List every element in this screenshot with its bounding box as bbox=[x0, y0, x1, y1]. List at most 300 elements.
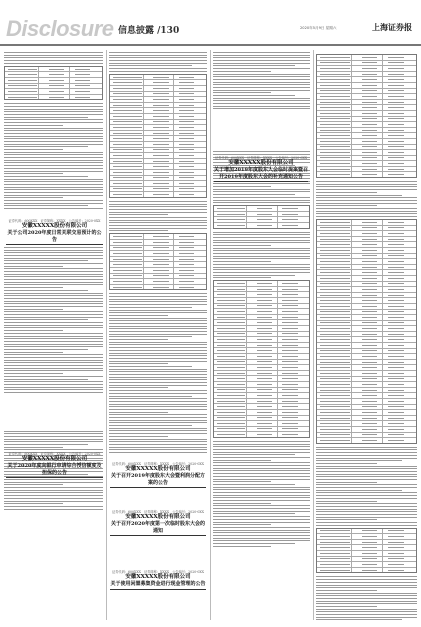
text-line bbox=[213, 57, 310, 58]
text-line bbox=[213, 106, 310, 107]
text-line bbox=[4, 293, 103, 294]
announcement-header bbox=[110, 510, 206, 537]
text-line bbox=[213, 538, 310, 539]
table-row bbox=[110, 192, 206, 197]
text-line bbox=[109, 293, 207, 294]
text-line bbox=[4, 498, 103, 499]
text-line bbox=[4, 484, 63, 485]
text-line bbox=[213, 240, 310, 241]
text-line bbox=[4, 179, 103, 180]
text-line bbox=[109, 353, 207, 354]
text-line bbox=[213, 444, 310, 445]
text-line bbox=[316, 468, 417, 469]
text-line bbox=[109, 387, 168, 388]
text-line bbox=[213, 473, 310, 474]
text-line bbox=[213, 63, 310, 64]
text-line bbox=[213, 253, 310, 254]
text-line bbox=[109, 206, 207, 207]
text-line bbox=[316, 601, 417, 602]
text-line bbox=[109, 312, 207, 313]
text-line bbox=[4, 165, 103, 166]
announcement-title: 关于召开2019年度股东大会暨利润分配方案的公告 bbox=[111, 473, 205, 486]
text-line bbox=[4, 392, 103, 393]
text-line bbox=[109, 55, 207, 56]
text-line bbox=[213, 543, 295, 544]
text-line bbox=[109, 430, 207, 431]
text-line bbox=[4, 130, 103, 131]
text-line bbox=[316, 582, 417, 583]
text-line bbox=[109, 307, 192, 308]
column-divider bbox=[210, 50, 211, 620]
text-line bbox=[213, 452, 310, 453]
text-line bbox=[213, 202, 310, 203]
text-line bbox=[109, 328, 207, 329]
text-line bbox=[4, 495, 103, 496]
text-line bbox=[213, 267, 310, 268]
text-line bbox=[4, 133, 103, 134]
text-line bbox=[213, 60, 310, 61]
text-line bbox=[109, 334, 207, 335]
text-line bbox=[109, 326, 207, 327]
text-line bbox=[213, 197, 310, 198]
data-table bbox=[213, 280, 310, 438]
text-line bbox=[213, 68, 310, 69]
text-line bbox=[213, 446, 310, 447]
announcement-company: 安徽XXXXX股份有限公司 bbox=[125, 466, 191, 472]
text-line bbox=[4, 309, 63, 310]
text-line bbox=[316, 471, 417, 472]
announcement-company: 安徽XXXXX股份有限公司 bbox=[125, 514, 191, 520]
text-line bbox=[316, 522, 417, 523]
text-line bbox=[213, 92, 271, 93]
text-line bbox=[4, 447, 63, 448]
text-line bbox=[213, 481, 271, 482]
text-line bbox=[213, 513, 295, 514]
text-line bbox=[4, 365, 103, 366]
text-line bbox=[4, 192, 103, 193]
text-line bbox=[4, 333, 103, 334]
text-line bbox=[4, 306, 103, 307]
text-line bbox=[213, 479, 310, 480]
text-line bbox=[213, 71, 271, 72]
text-line bbox=[316, 517, 417, 518]
text-line bbox=[109, 222, 207, 223]
text-line bbox=[4, 319, 88, 320]
text-line bbox=[109, 68, 207, 69]
announcement-header bbox=[110, 462, 206, 489]
text-line bbox=[213, 546, 271, 547]
text-line bbox=[109, 404, 207, 405]
text-line bbox=[4, 362, 103, 363]
announcement-company: 安徽XXXXX股份有限公司 bbox=[228, 160, 294, 166]
text-line bbox=[4, 444, 88, 445]
text-line bbox=[109, 422, 207, 423]
text-line bbox=[4, 200, 103, 201]
announcement-title: 关于公司2020年度日常关联交易预计的公告 bbox=[7, 230, 102, 243]
text-line bbox=[213, 492, 310, 493]
table-row bbox=[317, 568, 416, 573]
text-line bbox=[213, 82, 310, 83]
text-line bbox=[213, 449, 310, 450]
text-line bbox=[213, 191, 310, 192]
text-line bbox=[4, 501, 103, 502]
text-line bbox=[316, 181, 417, 182]
text-line bbox=[213, 108, 310, 109]
text-line bbox=[213, 242, 310, 243]
text-line bbox=[316, 484, 417, 485]
announcement-header bbox=[6, 452, 103, 479]
text-line bbox=[109, 409, 207, 410]
text-line bbox=[4, 349, 88, 350]
text-line bbox=[316, 511, 417, 512]
text-line bbox=[4, 247, 103, 248]
text-line bbox=[4, 338, 103, 339]
text-line bbox=[109, 414, 207, 415]
text-line bbox=[213, 508, 310, 509]
text-line bbox=[109, 393, 207, 394]
text-line bbox=[316, 479, 417, 480]
text-line bbox=[4, 176, 88, 177]
text-line bbox=[316, 200, 417, 201]
text-line bbox=[316, 617, 417, 618]
text-line bbox=[213, 151, 310, 152]
text-line bbox=[109, 212, 207, 213]
text-line bbox=[4, 146, 88, 147]
text-line bbox=[316, 213, 417, 214]
text-line bbox=[316, 476, 417, 477]
text-line bbox=[213, 272, 310, 273]
announcement-title: 关于2020年度向银行申请综合授信额度及担保的公告 bbox=[7, 463, 102, 476]
announcement-company: 安徽XXXXX股份有限公司 bbox=[125, 574, 191, 580]
text-line bbox=[109, 71, 207, 72]
text-line bbox=[109, 228, 207, 229]
masthead bbox=[0, 0, 421, 46]
text-line bbox=[316, 184, 417, 185]
text-line bbox=[4, 258, 103, 259]
text-line bbox=[4, 195, 103, 196]
text-line bbox=[213, 245, 271, 246]
text-line bbox=[109, 310, 207, 311]
text-line bbox=[213, 457, 310, 458]
text-line bbox=[109, 441, 207, 442]
text-line bbox=[316, 216, 417, 217]
section-title-en: Disclosure bbox=[6, 16, 114, 41]
text-line bbox=[109, 398, 207, 399]
text-line bbox=[316, 498, 417, 499]
text-line bbox=[109, 452, 207, 453]
text-line bbox=[4, 357, 103, 358]
text-line bbox=[4, 301, 103, 302]
text-line bbox=[213, 277, 271, 278]
text-line bbox=[213, 84, 310, 85]
text-line bbox=[213, 76, 310, 77]
text-line bbox=[4, 509, 103, 510]
table-row bbox=[317, 172, 416, 177]
text-line bbox=[213, 65, 295, 66]
text-line bbox=[109, 344, 207, 345]
text-line bbox=[109, 374, 207, 375]
data-table bbox=[316, 528, 417, 574]
text-line bbox=[109, 417, 207, 418]
text-line bbox=[4, 276, 103, 277]
table-row bbox=[110, 285, 206, 290]
text-line bbox=[4, 119, 103, 120]
text-line bbox=[109, 363, 168, 364]
announcement-meta: 证券代码：600XXX 证券简称：XXXX 公告编号：2020-0XX bbox=[8, 452, 101, 456]
text-line bbox=[4, 187, 103, 188]
text-line bbox=[109, 449, 207, 450]
table-row bbox=[214, 432, 309, 437]
text-line bbox=[316, 590, 377, 591]
text-line bbox=[109, 339, 168, 340]
text-line bbox=[4, 311, 103, 312]
text-line bbox=[213, 465, 310, 466]
text-line bbox=[316, 598, 417, 599]
text-line bbox=[213, 186, 271, 187]
text-line bbox=[213, 497, 310, 498]
text-line bbox=[109, 350, 207, 351]
text-line bbox=[109, 444, 207, 445]
text-line bbox=[4, 336, 103, 337]
column-divider bbox=[106, 50, 107, 620]
text-line bbox=[316, 208, 417, 209]
text-line bbox=[4, 389, 103, 390]
text-line bbox=[4, 431, 103, 432]
announcement-meta: 证券代码：600XXX 证券简称：XXXX 公告编号：2020-0XX bbox=[112, 570, 204, 574]
text-line bbox=[213, 74, 310, 75]
text-line bbox=[109, 396, 192, 397]
text-line bbox=[213, 261, 271, 262]
text-line bbox=[4, 189, 103, 190]
text-line bbox=[4, 128, 103, 129]
announcement-meta: 证券代码：600XXX 证券简称：XXXX 公告编号：2020-0XX bbox=[112, 510, 204, 514]
text-line bbox=[109, 204, 207, 205]
text-line bbox=[4, 379, 88, 380]
text-line bbox=[213, 95, 295, 96]
text-line bbox=[109, 439, 207, 440]
text-line bbox=[213, 487, 310, 488]
text-line bbox=[109, 420, 207, 421]
text-line bbox=[4, 479, 103, 480]
text-line bbox=[4, 157, 103, 158]
text-line bbox=[109, 331, 207, 332]
text-line bbox=[213, 500, 310, 501]
text-line bbox=[316, 576, 417, 577]
text-line bbox=[213, 441, 310, 442]
text-line bbox=[4, 327, 103, 328]
announcement-title: 关于使用闲置募集资金进行现金管理的公告 bbox=[110, 581, 206, 587]
text-line bbox=[316, 482, 377, 483]
text-line bbox=[213, 98, 310, 99]
text-line bbox=[4, 274, 103, 275]
text-line bbox=[109, 361, 207, 362]
text-line bbox=[4, 205, 88, 206]
announcement-title: 关于召开2020年度第一次临时股东大会的通知 bbox=[111, 521, 205, 534]
text-line bbox=[316, 593, 417, 594]
text-line bbox=[213, 460, 271, 461]
text-line bbox=[109, 323, 207, 324]
text-line bbox=[4, 449, 103, 450]
text-line bbox=[109, 318, 207, 319]
text-line bbox=[213, 194, 295, 195]
text-line bbox=[213, 532, 310, 533]
text-line bbox=[4, 284, 103, 285]
text-line bbox=[316, 525, 417, 526]
text-line bbox=[4, 203, 103, 204]
text-line bbox=[316, 619, 402, 620]
text-line bbox=[213, 269, 310, 270]
announcement-header bbox=[110, 570, 206, 590]
data-table bbox=[213, 205, 310, 228]
text-line bbox=[4, 263, 103, 264]
text-line bbox=[213, 519, 310, 520]
text-line bbox=[316, 585, 417, 586]
text-line bbox=[4, 160, 103, 161]
announcement-meta: 证券代码：600XXX 证券简称：XXXX 公告编号：2020-0XX bbox=[215, 156, 307, 160]
text-line bbox=[109, 220, 207, 221]
text-line bbox=[4, 368, 103, 369]
text-line bbox=[109, 60, 207, 61]
text-line bbox=[109, 358, 207, 359]
text-line bbox=[4, 144, 103, 145]
text-line bbox=[316, 606, 377, 607]
text-line bbox=[109, 320, 207, 321]
text-line bbox=[109, 366, 192, 367]
text-line bbox=[109, 369, 207, 370]
text-line bbox=[4, 344, 103, 345]
text-line bbox=[316, 474, 417, 475]
text-line bbox=[213, 103, 310, 104]
announcement-header bbox=[6, 219, 103, 246]
text-line bbox=[4, 117, 88, 118]
text-line bbox=[4, 439, 103, 440]
text-line bbox=[4, 63, 103, 64]
text-line bbox=[213, 256, 310, 257]
text-line bbox=[213, 154, 310, 155]
text-line bbox=[213, 524, 271, 525]
text-line bbox=[4, 376, 103, 377]
text-line bbox=[4, 325, 103, 326]
text-line bbox=[4, 373, 63, 374]
text-line bbox=[213, 516, 310, 517]
text-line bbox=[213, 90, 310, 91]
text-line bbox=[109, 412, 168, 413]
text-line bbox=[213, 527, 310, 528]
column-1 bbox=[4, 52, 103, 620]
text-line bbox=[4, 482, 103, 483]
section-title-cn: 信息披露 /130 bbox=[118, 26, 180, 36]
text-line bbox=[4, 197, 63, 198]
text-line bbox=[4, 341, 103, 342]
text-line bbox=[4, 141, 103, 142]
text-line bbox=[4, 111, 103, 112]
text-line bbox=[109, 385, 207, 386]
text-line bbox=[109, 57, 207, 58]
text-line bbox=[316, 458, 417, 459]
text-line bbox=[109, 230, 168, 231]
text-line bbox=[109, 336, 192, 337]
text-line bbox=[213, 237, 310, 238]
text-line bbox=[213, 248, 310, 249]
text-line bbox=[4, 271, 103, 272]
text-line bbox=[213, 232, 310, 233]
text-line bbox=[316, 205, 377, 206]
announcement-meta: 证券代码：600XXX 证券简称：XXXX 公告编号：2020-0XX bbox=[112, 462, 204, 466]
text-line bbox=[213, 505, 310, 506]
text-line bbox=[4, 487, 103, 488]
text-line bbox=[4, 492, 103, 493]
text-line bbox=[4, 52, 103, 53]
text-line bbox=[109, 433, 207, 434]
text-line bbox=[109, 301, 207, 302]
text-line bbox=[4, 208, 103, 209]
text-line bbox=[213, 530, 310, 531]
text-line bbox=[109, 63, 207, 64]
text-line bbox=[109, 390, 207, 391]
text-line bbox=[316, 195, 402, 196]
text-line bbox=[4, 490, 103, 491]
text-line bbox=[4, 303, 103, 304]
text-line bbox=[213, 264, 310, 265]
text-line bbox=[109, 347, 207, 348]
text-line bbox=[4, 152, 103, 153]
text-line bbox=[109, 299, 207, 300]
text-line bbox=[4, 317, 103, 318]
text-line bbox=[316, 509, 417, 510]
text-line bbox=[213, 275, 295, 276]
text-line bbox=[316, 463, 377, 464]
text-line bbox=[109, 382, 207, 383]
text-line bbox=[213, 540, 310, 541]
text-line bbox=[213, 489, 310, 490]
text-line bbox=[4, 360, 103, 361]
data-table bbox=[316, 219, 417, 444]
text-line bbox=[316, 189, 417, 190]
data-table bbox=[4, 66, 103, 101]
text-line bbox=[4, 103, 103, 104]
text-line bbox=[4, 168, 103, 169]
text-line bbox=[4, 136, 103, 137]
announcement-company: 安徽XXXXX股份有限公司 bbox=[21, 456, 88, 462]
text-line bbox=[316, 211, 417, 212]
text-line bbox=[213, 468, 310, 469]
text-line bbox=[4, 184, 103, 185]
text-line bbox=[316, 579, 417, 580]
announcement-meta: 证券代码：600XXX 证券简称：XXXX 公告编号：2020-0XX bbox=[8, 219, 101, 223]
text-line bbox=[213, 87, 310, 88]
text-line bbox=[316, 595, 417, 596]
text-line bbox=[109, 355, 207, 356]
text-line bbox=[109, 377, 207, 378]
text-line bbox=[4, 181, 103, 182]
text-line bbox=[213, 454, 295, 455]
text-line bbox=[4, 282, 103, 283]
data-table bbox=[109, 74, 207, 198]
text-line bbox=[213, 462, 310, 463]
text-line bbox=[316, 203, 417, 204]
text-line bbox=[213, 476, 310, 477]
text-line bbox=[109, 425, 192, 426]
text-line bbox=[213, 234, 310, 235]
text-line bbox=[4, 314, 103, 315]
text-line bbox=[213, 258, 310, 259]
text-line bbox=[4, 370, 103, 371]
text-line bbox=[4, 250, 103, 251]
text-line bbox=[316, 447, 417, 448]
text-line bbox=[4, 57, 103, 58]
text-line bbox=[109, 296, 207, 297]
text-line bbox=[109, 428, 207, 429]
